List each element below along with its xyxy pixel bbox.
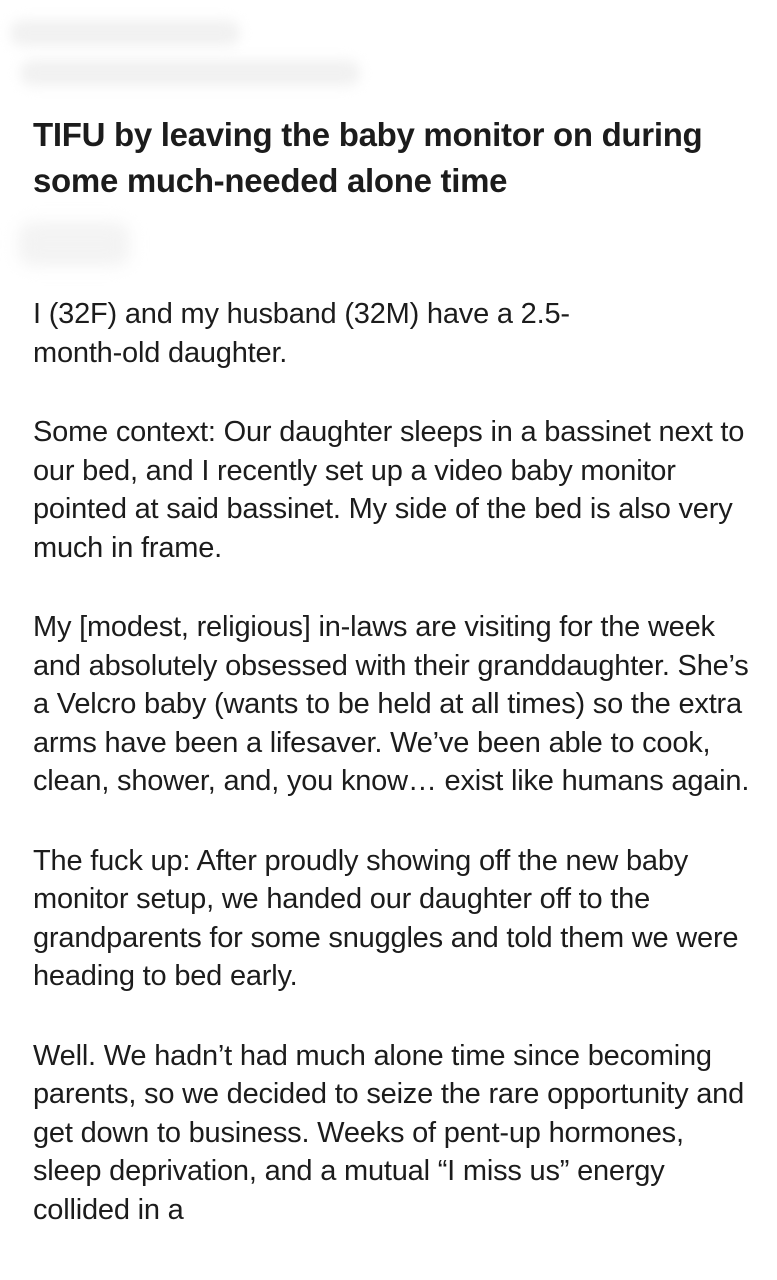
blurred-author-line bbox=[10, 20, 240, 46]
blurred-post-header bbox=[0, 0, 777, 100]
paragraph-3: My [modest, religious] in-laws are visiting for the week and absolutely obsessed with their granddaughter. She’s a Velcro baby (wants to be held at all times) so the extra arms have been a lifesaver. We’ve been able to cook, clean, shower, and, you know… exist like humans again. bbox=[33, 611, 750, 797]
paragraph-5: Well. We hadn’t had much alone time since becoming parents, so we decided to seize the rare opportunity and get down to business. Weeks of pent-up hormones, sleep deprivation, and a mutual “I miss us” energy collided in a bbox=[33, 1039, 745, 1226]
blurred-flair bbox=[18, 222, 130, 266]
paragraph-1: I (32F) and my husband (32M) have a 2.5-month-old daughter. bbox=[33, 298, 570, 369]
blurred-meta-line bbox=[20, 60, 360, 86]
paragraph-2: Some context: Our daughter sleeps in a bassinet next to our bed, and I recently set up a video baby monitor pointed at said bassinet. My side of the bed is also very much in frame. bbox=[33, 416, 745, 564]
post-title: TIFU by leaving the baby monitor on during some much-needed alone time bbox=[33, 116, 703, 199]
post-body bbox=[33, 295, 753, 1270]
paragraph-4: The fuck up: After proudly showing off the new baby monitor setup, we handed our daughter off to the grandparents for some snuggles and told them we were heading to bed early. bbox=[33, 844, 739, 992]
